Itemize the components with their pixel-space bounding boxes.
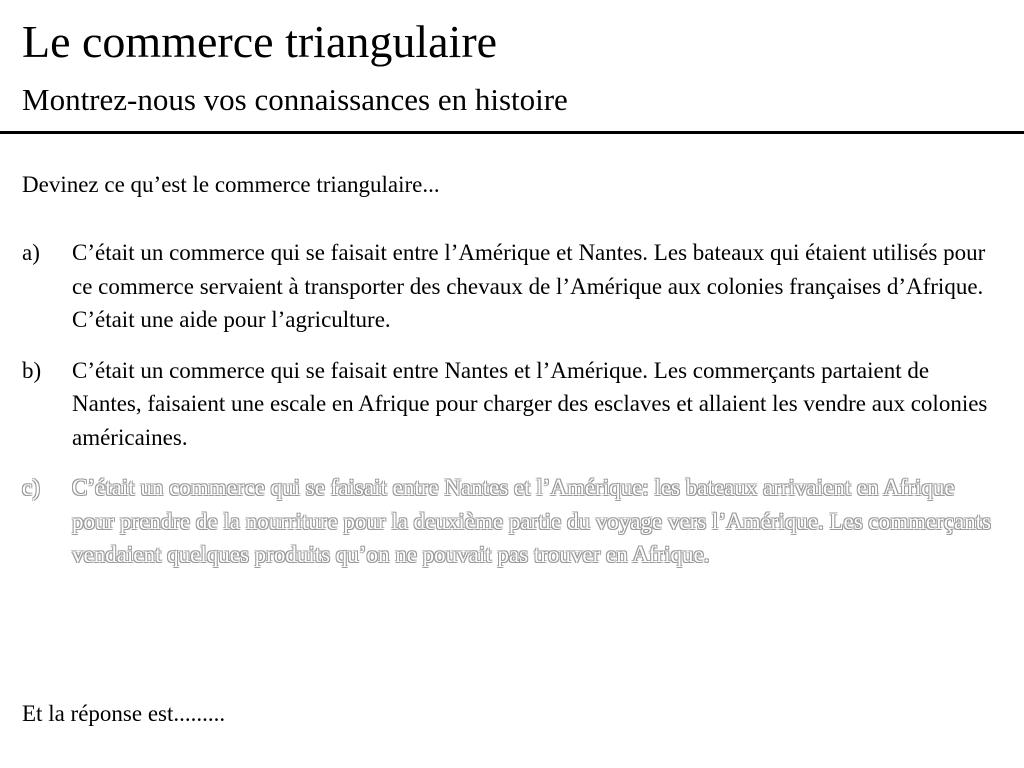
option-c xyxy=(22,471,992,572)
option-b xyxy=(22,354,992,455)
slide-subtitle: Montrez-nous vos connaissances en histoire xyxy=(22,82,568,117)
intro-question: Devinez ce qu’est le commerce triangulaire... xyxy=(22,172,440,197)
option-b-marker: b) xyxy=(22,357,42,383)
answer-options-list xyxy=(22,236,992,589)
answer-prompt: Et la réponse est......... xyxy=(22,701,226,726)
option-a-text: C’était un commerce qui se faisait entre l’Amérique et Nantes. Les bateaux qui étaient utilisés pour ce commerce servaient à transporter des chevaux de l’Amérique aux colonies françaises d’Afrique. C’était une aide pour l’agriculture. xyxy=(72,240,986,332)
option-b-text: C’était un commerce qui se faisait entre Nantes et l’Amérique. Les commerçants partaient de Nantes, faisaient une escale en Afrique pour charger des esclaves et allaient les vendre aux colonies américaines. xyxy=(72,357,988,450)
option-c-marker: c) xyxy=(22,475,40,500)
option-a xyxy=(22,236,992,337)
slide-title: Le commerce triangulaire xyxy=(22,16,498,67)
title-divider xyxy=(0,131,1024,134)
option-c-text: C’était un commerce qui se faisait entre Nantes et l’Amérique: les bateaux arrivaient en Afrique pour prendre de la nourriture pour la deuxième partie du voyage vers l’Amérique. Les commerçants vendaient quelques produits qu’on ne pouvait pas trouver en Afrique. xyxy=(72,475,992,567)
option-a-marker: a) xyxy=(22,240,40,265)
